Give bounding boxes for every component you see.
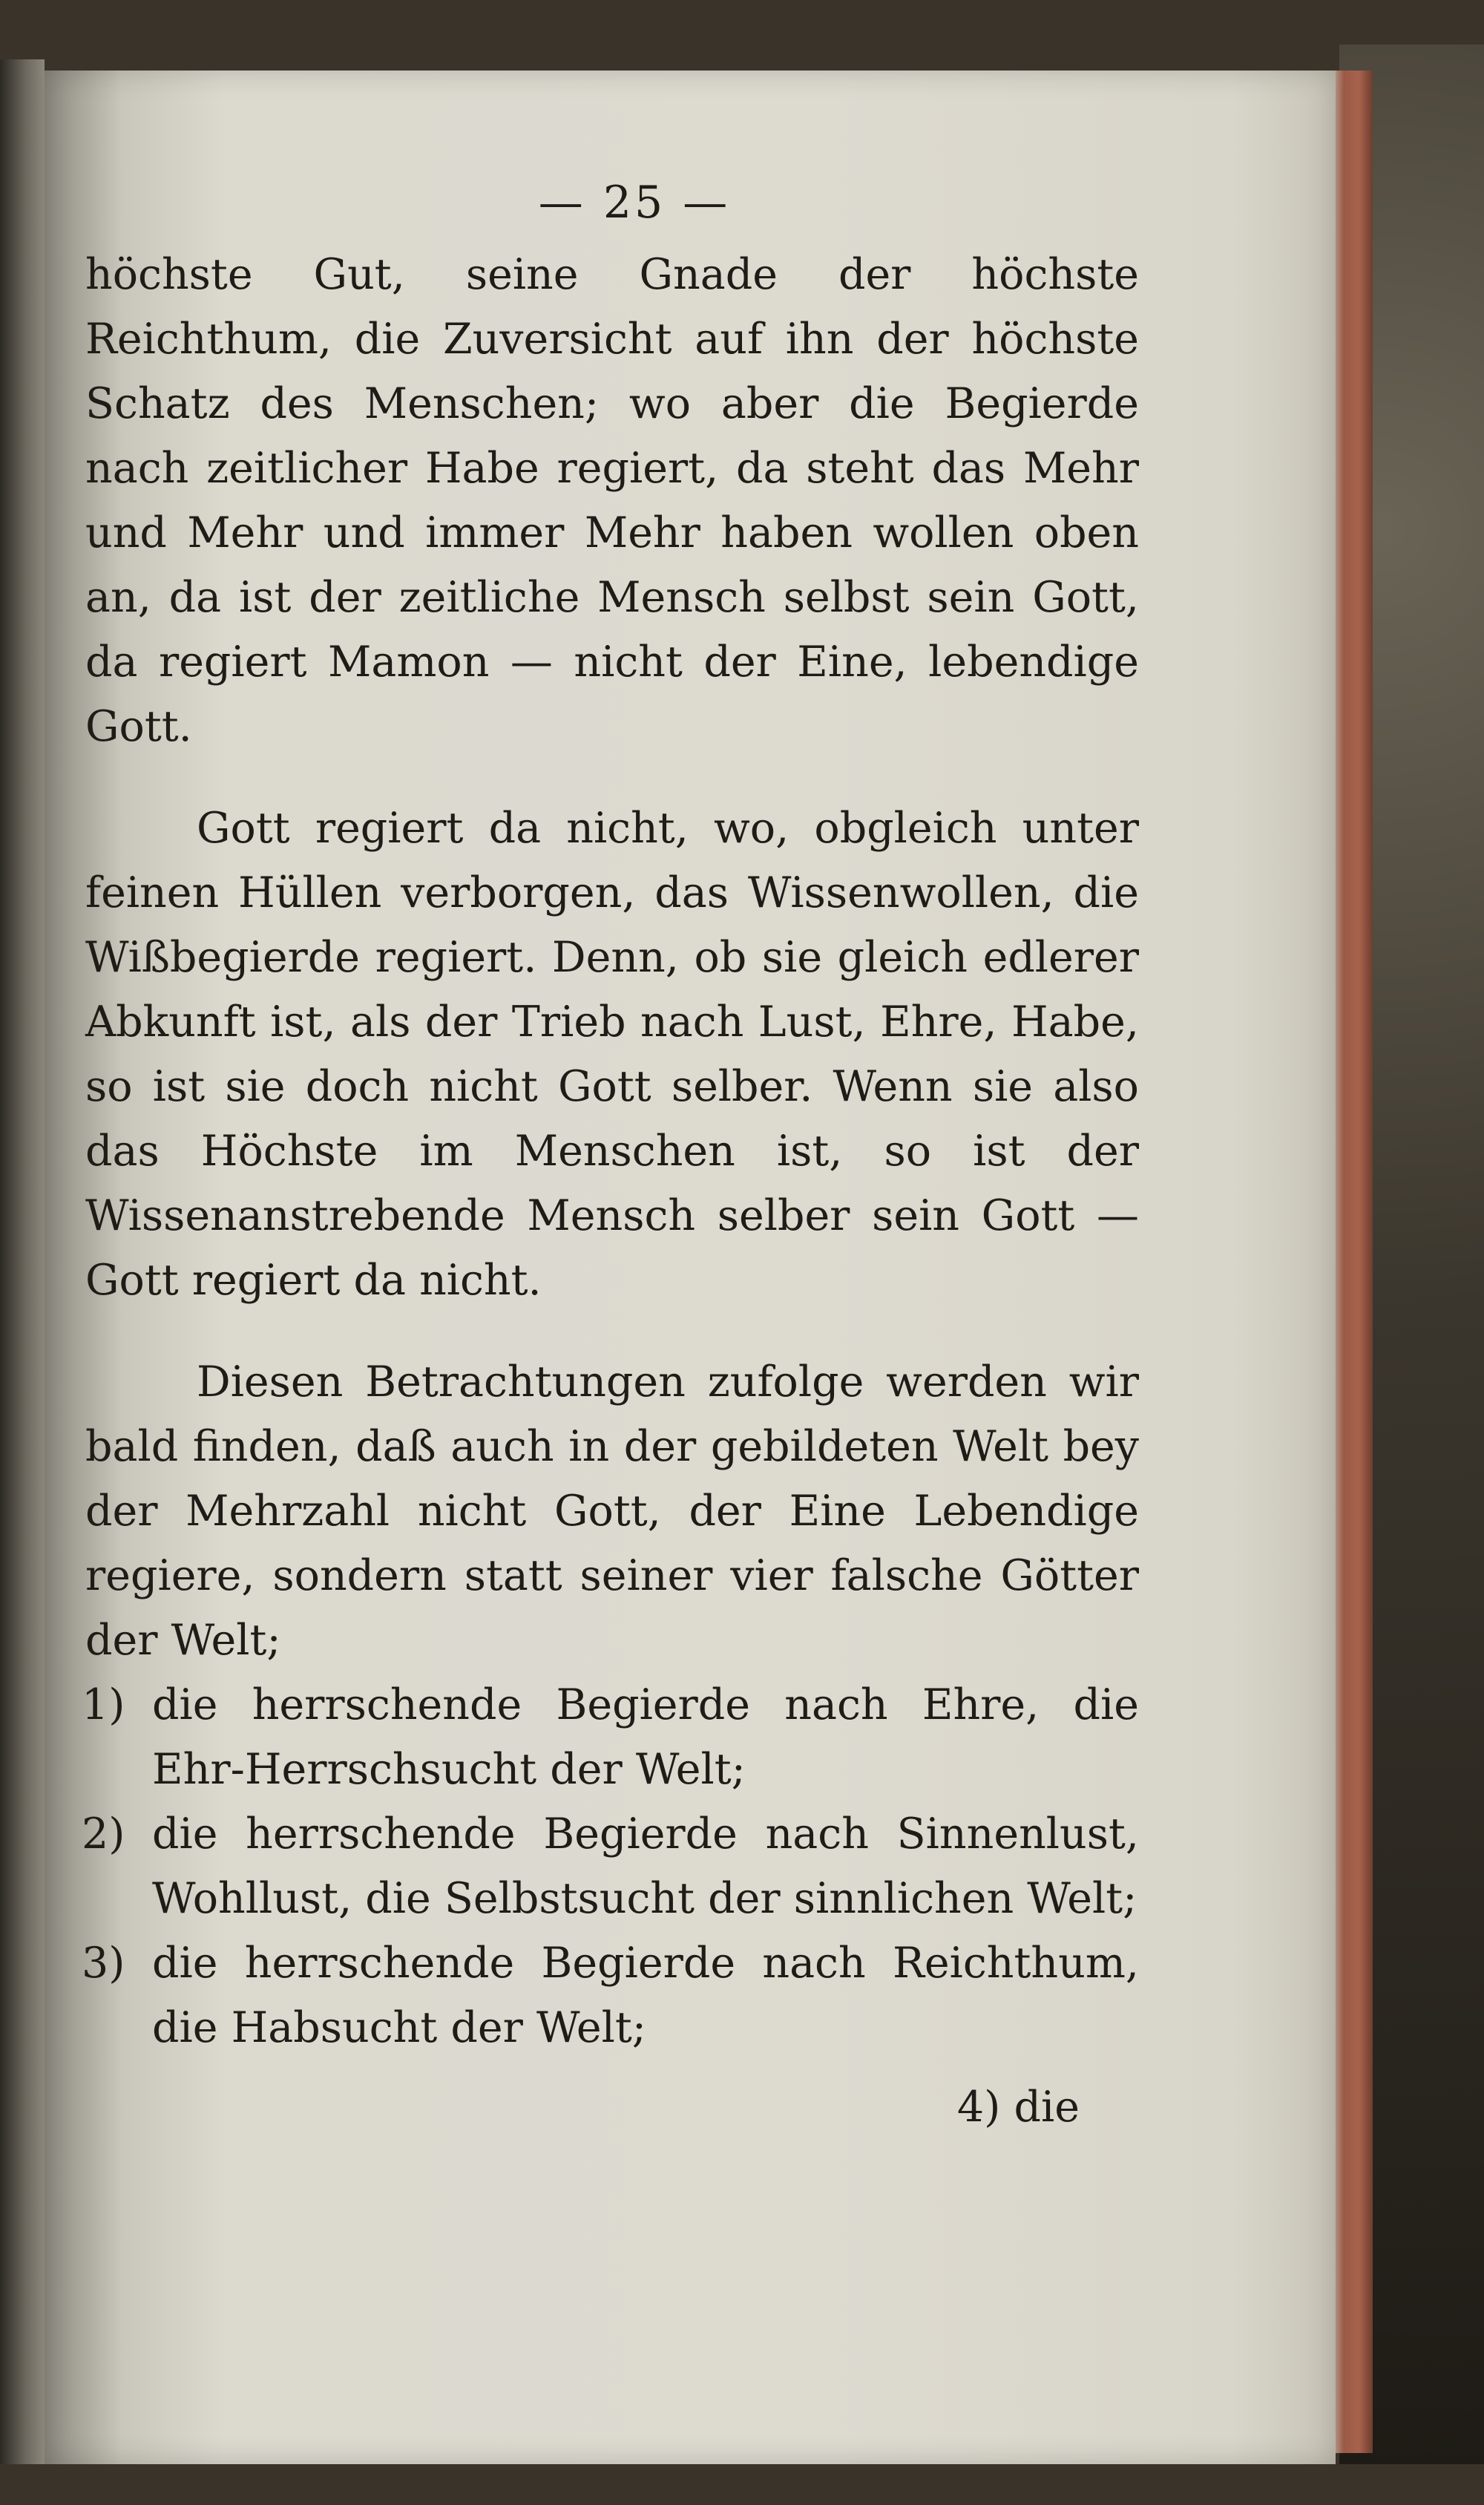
list-text: die herrschende Begierde nach Reichthum, die Habsucht der Welt; <box>152 1939 1139 2052</box>
list-text: die herrschende Begierde nach Sinnenlust, Wohllust, die Selbstsucht der sinnlichen Welt; <box>152 1810 1139 1923</box>
list-item <box>82 1931 1139 2060</box>
page-number: — 25 — <box>538 177 731 229</box>
list-number: 2) <box>82 1810 125 1859</box>
facing-page-edge <box>0 59 45 2464</box>
list-text: die herrschende Begierde nach Ehre, die Ehr-Herrschsucht der Welt; <box>152 1680 1139 1794</box>
list-number: 3) <box>82 1939 125 1988</box>
list-number: 1) <box>82 1680 125 1729</box>
paragraph: höchste Gut, seine Gnade der höchste Reichthum, die Zuversicht auf ihn der höchste Schatz des Menschen; wo aber die Begierde nach zeitlicher Habe regiert, da steht das Mehr und Mehr und immer Mehr haben wollen oben an, da ist der zeitliche Mensch selbst sein Gott, da regiert Mamon — nicht der Eine, lebendige Gott. <box>85 250 1139 751</box>
paragraph: Diesen Betrachtungen zufolge werden wir bald finden, daß auch in der gebildeten Welt bey der Mehrzahl nicht Gott, der Eine Lebendige regiere, sondern statt seiner vier falsche Götter der Welt; <box>85 1358 1139 1665</box>
page-text <box>82 171 1139 2140</box>
catchword: 4) die <box>956 2083 1080 2132</box>
paragraph: Gott regiert da nicht, wo, obgleich unter feinen Hüllen verborgen, das Wissenwollen, die Wißbegierde regiert. Denn, ob sie gleich edlerer Abkunft ist, als der Trieb nach Lust, Ehre, Habe, so ist sie doch nicht Gott selber. Wenn sie also das Höchste im Menschen ist, so ist der Wissenanstrebende Mensch selber sein Gott — Gott regiert da nicht. <box>85 804 1139 1305</box>
list-item <box>82 1802 1139 1931</box>
list-item <box>82 1673 1139 1802</box>
